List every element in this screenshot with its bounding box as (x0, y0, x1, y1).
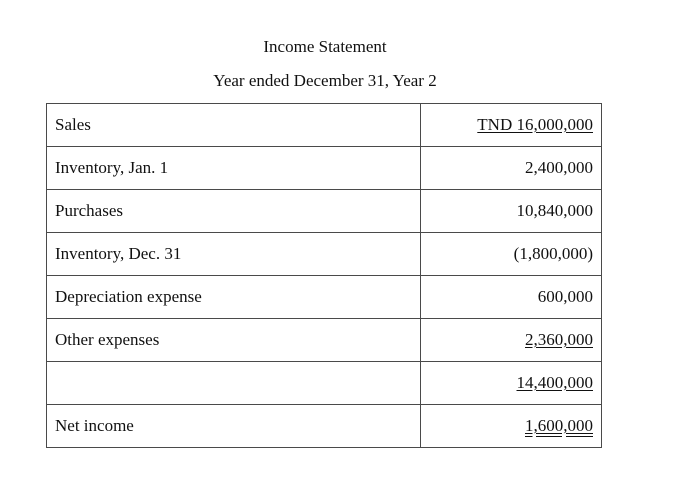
statement-period: Year ended December 31, Year 2 (213, 71, 437, 90)
row-label-purchases: Purchases (47, 190, 421, 233)
row-value-inventory-jan: 2,400,000 (421, 147, 602, 190)
row-value-purchases: 10,840,000 (421, 190, 602, 233)
other-expenses-amount: 2,360,000 (525, 330, 593, 349)
row-value-inventory-dec: (1,800,000) (421, 233, 602, 276)
row-value-net-income (421, 405, 602, 448)
row-label-total-expenses (47, 362, 421, 405)
table-row (47, 319, 602, 362)
net-income-amount: 1,600,000 (525, 416, 593, 435)
table-row (47, 147, 602, 190)
income-statement-table (46, 103, 602, 448)
row-label-net-income: Net income (47, 405, 421, 448)
row-label-inventory-jan: Inventory, Jan. 1 (47, 147, 421, 190)
row-label-inventory-dec: Inventory, Dec. 31 (47, 233, 421, 276)
row-label-depreciation: Depreciation expense (47, 276, 421, 319)
table-row (47, 233, 602, 276)
table-row (47, 276, 602, 319)
row-label-sales: Sales (47, 104, 421, 147)
row-value-depreciation: 600,000 (421, 276, 602, 319)
sales-amount: TND 16,000,000 (477, 115, 593, 134)
table-row (47, 190, 602, 233)
table-row (47, 362, 602, 405)
row-value-total-expenses (421, 362, 602, 405)
total-expenses-amount: 14,400,000 (516, 373, 593, 392)
row-value-other-expenses (421, 319, 602, 362)
table-row (47, 405, 602, 448)
row-label-other-expenses: Other expenses (47, 319, 421, 362)
statement-title: Income Statement (263, 37, 387, 56)
table-row (47, 104, 602, 147)
row-value-sales (421, 104, 602, 147)
